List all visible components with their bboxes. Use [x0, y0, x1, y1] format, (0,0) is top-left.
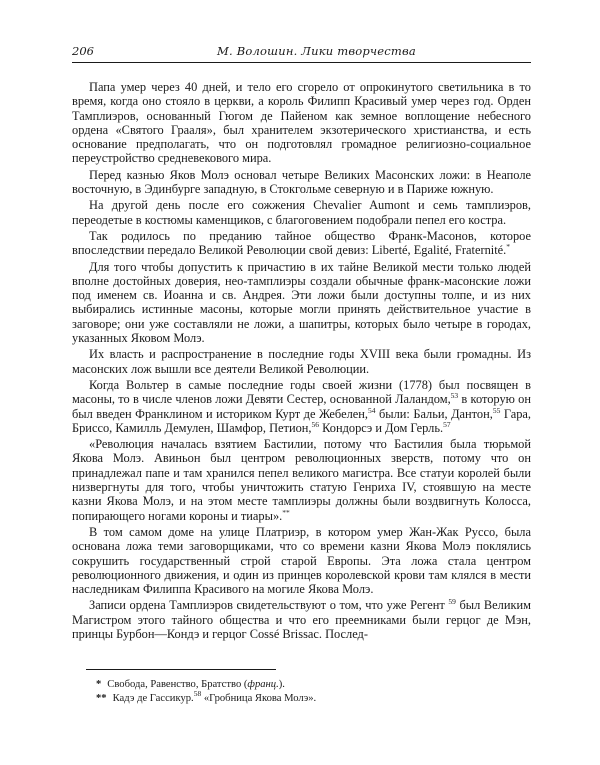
footnotes [72, 678, 531, 705]
paragraph [72, 260, 531, 346]
footnote-text: Кадэ де Гассикур. [112, 692, 194, 704]
text-run: Записи ордена Тамплиэров свидетельствуют о том, что уже Регент [89, 598, 449, 613]
footnote-ref: 56 [311, 419, 319, 429]
book-page [72, 44, 531, 705]
footnote [96, 678, 531, 691]
footnote-ref: 55 [492, 405, 501, 415]
text-run: были: Бальи, Дантон, [375, 406, 493, 421]
paragraph [72, 229, 531, 258]
footnote-ref: 57 [443, 419, 451, 429]
footnote-ref: 53 [450, 391, 459, 401]
footnote-text: «Гробница Якова Молэ». [201, 692, 317, 704]
footnote-mark: ** [96, 692, 107, 704]
page-number: 206 [72, 44, 94, 58]
footnote-ref: * [506, 242, 511, 252]
paragraph [72, 378, 531, 435]
running-title: М. Волошин. Лики творчества [217, 44, 416, 58]
body-text [72, 80, 531, 641]
text-run: Гара, Бриссо, Камилль Демулен, Шамфор, Петион, [72, 406, 531, 435]
text-run: На другой день после его сожжения Chevalier Aumont и семь тамплиэров, переодетые в костюмы каменщиков, с благоговением подобрали пепел его костра. [72, 198, 531, 227]
paragraph [72, 347, 531, 376]
footnote-ref: ** [282, 507, 290, 517]
text-run: «Революция началась взятием Бастилии, потому что Бастилия была тюрьмой Якова Молэ. Авиньон был центром революционных зверств, потому что он принадлежал папе и там хранился пепел великого магистра. Все статуи королей были низвергнуты для того, чтобы уничтожить статую Генриха IV, стоявшую на месте казни Якова Молэ, и на этом месте тамплиэры должны были воздвигнуть Колосса, попирающего ногами короны и тиары». [72, 437, 531, 523]
text-run: Перед казнью Яков Молэ основал четыре Великих Масонских ложи: в Неаполе восточную, в Эдинбурге западную, в Стокгольме северную и в Париже южную. [72, 167, 531, 197]
text-run: Папа умер через 40 дней, и тело его сгорело от опрокинутого светильника в то время, когда оно стояло в церкви, а король Филипп Красивый умер через год. Орден Тамплиэров, основанный Гюгом де Пайеном как земное воплощение небесного ордена «Святого Грааля», был хранителем экзотерического христианства, и есть основание предполагать, что он подготовлял громадное религиозно-социальное переустройство средневекового мира. [72, 80, 531, 166]
text-run: Так родилось по преданию тайное общество Франк-Масонов, которое впоследствии передало Великой Революции свой девиз: Liberté, Egalité, Fraternité. [72, 228, 531, 258]
footnote-text: франц. [247, 679, 279, 691]
text-run: был Великим Магистром этого тайного общества и что его преемниками были герцог де Мэн, принцы Бурбон—Кондэ и герцог Cossé Brissac. Послед- [72, 598, 531, 641]
footnote [96, 688, 531, 705]
text-run: В том самом доме на улице Платриэр, в котором умер Жан-Жак Руссо, была основана ложа теми заговорщиками, что со времени казни Якова Молэ поклялись сокрушить государственный строй старой Европы. Эта ложа стала центром революционного движения, и один из принцев королевской крови там клялся в мести наследникам Филиппа Красивого на могиле Якова Молэ. [72, 524, 531, 597]
paragraph [72, 525, 531, 596]
paragraph [72, 598, 531, 641]
footnote-mark: * [96, 679, 102, 691]
footnote-ref: 54 [367, 405, 376, 415]
footnote-text: Свобода, Равенство, Братство ( [107, 679, 248, 691]
footnote-ref: 59 [448, 597, 456, 607]
footnote-text: ). [278, 679, 285, 691]
paragraph [72, 198, 531, 227]
paragraph [72, 168, 531, 197]
page-header [72, 44, 531, 63]
paragraph [72, 80, 531, 166]
paragraph [72, 437, 531, 523]
footnote-divider [86, 669, 276, 670]
text-run: Кондорсэ и Дом Герль. [319, 420, 444, 435]
text-run: Их власть и распространение в последние годы XVIII века были громадны. Из масонских лож вышли все деятели Великой Революции. [72, 347, 531, 376]
text-run: Для того чтобы допустить к причастию в их тайне Великой мести только людей вполне достойных доверия, нео-тамплиэры создали обычные франк-масонские ложи под именем св. Иоанна и св. Андрея. Эти ложи были доступны толпе, и из них выбирались истинные масоны, которые могли принять действительное участие в заговоре; они уже составляли не ложи, а шапитры, которых было четыре в городах, указанных Яковом Молэ. [72, 259, 531, 346]
text-run: Когда Вольтер в самые последние годы своей жизни (1778) был посвящен в масоны, то в числе членов ложи Девяти Сестер, основанной Лаландом, [72, 377, 531, 407]
footnote-ref: 58 [193, 688, 202, 698]
text-run: в которую он был введен Франклином и историком Курт де Жебелен, [72, 392, 531, 421]
